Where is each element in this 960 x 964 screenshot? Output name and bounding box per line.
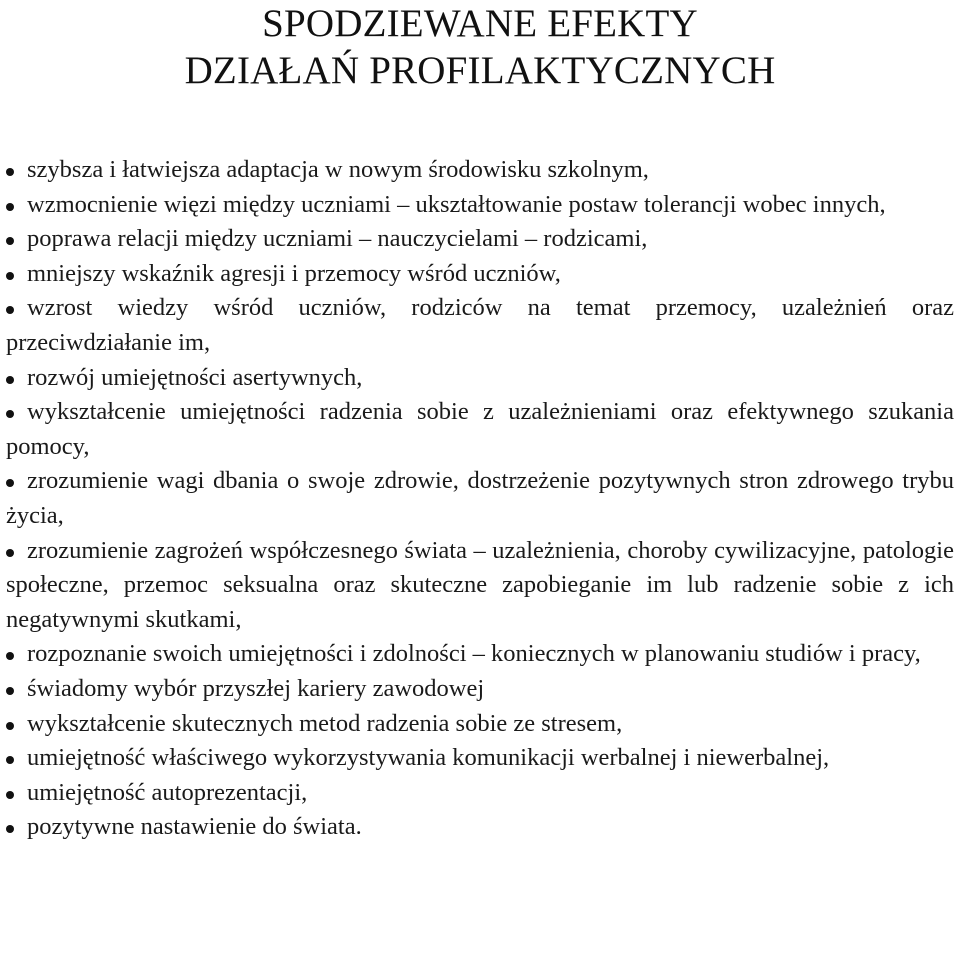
bullet-icon <box>6 203 14 211</box>
bullet-icon <box>6 791 14 799</box>
list-item-text: szybsza i łatwiejsza adaptacja w nowym środowisku szkolnym, <box>27 156 649 183</box>
list-item-text: pozytywne nastawienie do świata. <box>27 813 362 841</box>
list-item <box>6 291 954 360</box>
bullet-icon <box>6 237 14 245</box>
list-item-text: umiejętność autoprezentacji, <box>27 778 308 806</box>
page-title <box>0 0 960 94</box>
list-item-text: rozpoznanie swoich umiejętności i zdolności – koniecznych w planowaniu studiów i pracy, <box>27 640 921 668</box>
list-item <box>6 776 954 811</box>
list-item-text: poprawa relacji między uczniami – nauczycielami – rodzicami, <box>27 225 648 253</box>
bullet-icon <box>6 168 14 176</box>
bullet-icon <box>6 549 14 557</box>
list-item <box>6 257 954 292</box>
list-item <box>6 222 954 257</box>
list-item <box>6 361 954 396</box>
list-item <box>6 188 954 223</box>
list-item <box>6 741 954 776</box>
bullet-icon <box>6 376 14 384</box>
list-item-text: świadomy wybór przyszłej kariery zawodowej <box>27 674 485 702</box>
effects-list <box>6 153 954 845</box>
list-item-text: wzrost wiedzy wśród uczniów, rodziców na temat przemocy, uzależnień oraz przeciwdziałanie im, <box>6 294 954 356</box>
bullet-icon <box>6 687 14 695</box>
list-item <box>6 637 954 672</box>
list-item-text: wykształcenie umiejętności radzenia sobie z uzależnieniami oraz efektywnego szukania pomocy, <box>6 398 954 460</box>
title-line-1: SPODZIEWANE EFEKTY <box>262 2 698 45</box>
bullet-icon <box>6 272 14 280</box>
bullet-icon <box>6 410 14 418</box>
bullet-icon <box>6 756 14 764</box>
list-item-text: zrozumienie zagrożeń współczesnego świata – uzależnienia, choroby cywilizacyjne, patologie społeczne, przemoc seksualna oraz skuteczne zapobieganie im lub radzenie sobie z ich negatywnymi skutkami, <box>6 536 954 633</box>
list-item <box>6 810 954 845</box>
list-item-text: umiejętność właściwego wykorzystywania komunikacji werbalnej i niewerbalnej, <box>27 744 830 772</box>
list-item <box>6 534 954 638</box>
bullet-icon <box>6 825 14 833</box>
list-item <box>6 395 954 464</box>
list-item <box>6 153 954 188</box>
bullet-icon <box>6 479 14 487</box>
title-line-2: DZIAŁAŃ PROFILAKTYCZNYCH <box>184 49 776 92</box>
list-item-text: wykształcenie skutecznych metod radzenia sobie ze stresem, <box>27 709 623 737</box>
list-item-text: wzmocnienie więzi między uczniami – ukształtowanie postaw tolerancji wobec innych, <box>27 190 886 218</box>
bullet-icon <box>6 722 14 730</box>
list-item-text: zrozumienie wagi dbania o swoje zdrowie, dostrzeżenie pozytywnych stron zdrowego trybu życia, <box>6 467 954 529</box>
bullet-icon <box>6 306 14 314</box>
list-item <box>6 672 954 707</box>
list-item-text: mniejszy wskaźnik agresji i przemocy wśród uczniów, <box>27 259 561 287</box>
list-item <box>6 464 954 533</box>
list-item <box>6 707 954 742</box>
bullet-icon <box>6 652 14 660</box>
list-item-text: rozwój umiejętności asertywnych, <box>27 363 363 391</box>
